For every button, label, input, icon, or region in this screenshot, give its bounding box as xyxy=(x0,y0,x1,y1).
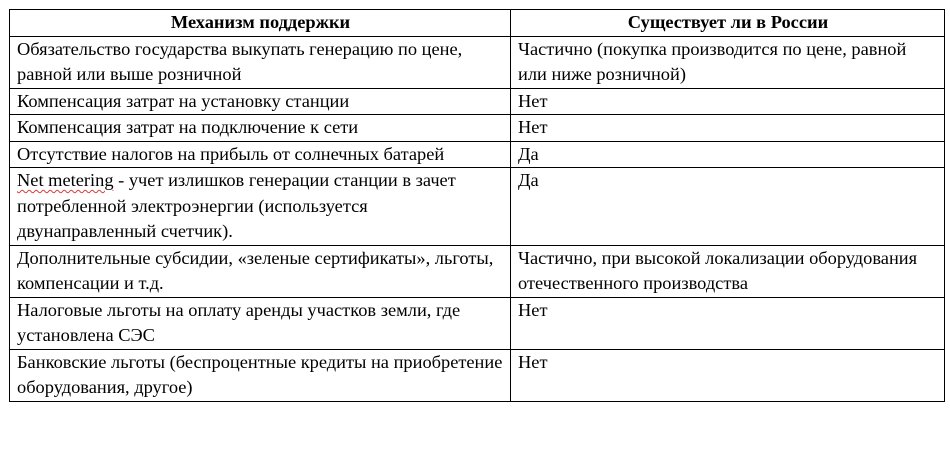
russia-status-cell: Частично, при высокой локализации оборудования отечественного производства xyxy=(511,245,945,297)
table-row xyxy=(10,115,945,142)
mechanism-cell: Обязательство государства выкупать генерацию по цене, равной или выше розничной xyxy=(10,36,511,88)
mechanism-cell: Налоговые льготы на оплату аренды участков земли, где установлена СЭС xyxy=(10,297,511,349)
mechanism-cell xyxy=(10,168,511,246)
table-row xyxy=(10,88,945,115)
russia-status-cell: Нет xyxy=(511,297,945,349)
column-header-mechanism: Механизм поддержки xyxy=(10,10,511,37)
table-row xyxy=(10,36,945,88)
table-row xyxy=(10,141,945,168)
table-row xyxy=(10,349,945,401)
table-row xyxy=(10,245,945,297)
column-header-russia: Существует ли в России xyxy=(511,10,945,37)
mechanism-cell: Банковские льготы (беспроцентные кредиты на приобретение оборудования, другое) xyxy=(10,349,511,401)
table-row xyxy=(10,168,945,246)
net-metering-term: Net metering xyxy=(17,170,114,190)
mechanism-cell: Отсутствие налогов на прибыль от солнечных батарей xyxy=(10,141,511,168)
mechanism-cell: Компенсация затрат на подключение к сети xyxy=(10,115,511,142)
table-header-row xyxy=(10,10,945,37)
russia-status-cell: Нет xyxy=(511,88,945,115)
table-row xyxy=(10,297,945,349)
mechanism-cell: Дополнительные субсидии, «зеленые сертификаты», льготы, компенсации и т.д. xyxy=(10,245,511,297)
net-metering-description: - учет излишков генерации станции в зачет потребленной электроэнергии (используется двунаправленный счетчик). xyxy=(17,170,456,241)
mechanism-cell: Компенсация затрат на установку станции xyxy=(10,88,511,115)
support-mechanisms-table xyxy=(9,9,945,402)
russia-status-cell: Частично (покупка производится по цене, равной или ниже розничной) xyxy=(511,36,945,88)
russia-status-cell: Да xyxy=(511,141,945,168)
russia-status-cell: Нет xyxy=(511,349,945,401)
russia-status-cell: Нет xyxy=(511,115,945,142)
russia-status-cell: Да xyxy=(511,168,945,246)
